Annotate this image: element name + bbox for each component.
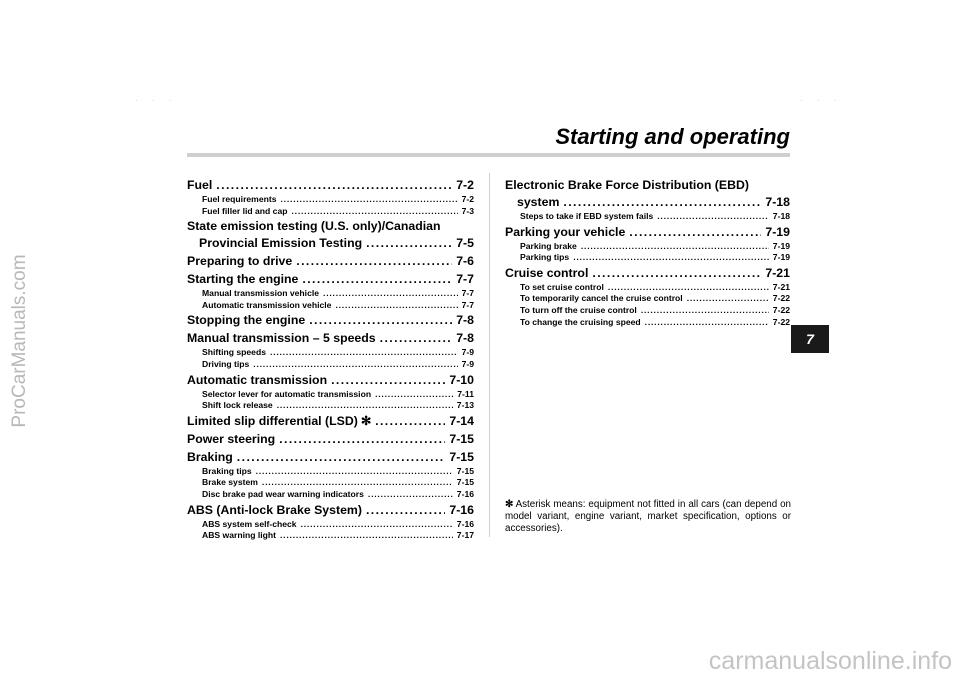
- toc-entry-heading[interactable]: [187, 312, 474, 329]
- toc-entry-subheading[interactable]: [187, 206, 474, 218]
- toc-page-number: 7-11: [457, 388, 474, 399]
- dot-leader: [629, 224, 761, 241]
- toc-entry-heading[interactable]: [505, 265, 790, 282]
- toc-entry-label: Limited slip differential (LSD): [187, 413, 358, 428]
- toc-entry-subheading[interactable]: [505, 305, 790, 317]
- toc-page-number: 7-10: [449, 372, 474, 387]
- toc-entry-label: Braking: [187, 449, 233, 464]
- toc-entry-label: State emission testing (U.S. only)/Canadian: [187, 219, 441, 234]
- toc-entry-label: Braking tips: [202, 465, 252, 476]
- dot-leader: [301, 519, 453, 531]
- toc-entry-heading[interactable]: [187, 330, 474, 347]
- toc-page-number: 7-22: [772, 316, 790, 327]
- toc-page-number: 7-2: [461, 194, 474, 204]
- toc-entry-label: To turn off the cruise control: [520, 304, 637, 315]
- dot-leader: [581, 241, 769, 253]
- chapter-tab[interactable]: 7: [791, 325, 829, 353]
- toc-entry-label: Preparing to drive: [187, 254, 293, 269]
- toc-page-number: 7-15: [449, 431, 474, 446]
- dot-leader: [368, 489, 453, 501]
- toc-entry-subheading[interactable]: [187, 194, 474, 206]
- toc-entry-subheading[interactable]: [505, 282, 790, 294]
- toc-entry-subheading[interactable]: [187, 389, 474, 401]
- toc-page-number: 7-13: [456, 400, 474, 411]
- column-divider: [489, 173, 490, 537]
- toc-entry-label: To temporarily cancel the cruise control: [520, 293, 683, 304]
- toc-entry-subheading[interactable]: [187, 359, 474, 371]
- toc-entry-subheading[interactable]: [187, 466, 474, 478]
- dot-leader: [573, 252, 769, 264]
- toc-entry-subheading[interactable]: [187, 347, 474, 359]
- toc-entry-heading[interactable]: [505, 177, 790, 194]
- dot-leader: [309, 312, 452, 329]
- section-title: Starting and operating: [555, 124, 790, 149]
- toc-entry-label: Parking tips: [520, 252, 570, 263]
- toc-entry-label: Shifting speeds: [202, 347, 266, 358]
- toc-entry-subheading[interactable]: [187, 288, 474, 300]
- crop-mark-right: · · ·: [800, 96, 843, 105]
- toc-page-number: 7-18: [765, 195, 790, 209]
- toc-page-number: 7-19: [772, 240, 790, 251]
- toc-page-number: 7-22: [772, 304, 790, 315]
- crop-mark-left: · · ·: [135, 96, 178, 105]
- toc-page-number: 7-17: [456, 530, 474, 541]
- toc-entry-label: Automatic transmission: [187, 372, 328, 387]
- toc-page-number: 7-9: [461, 358, 474, 369]
- toc-entry-label: Fuel: [187, 178, 213, 192]
- toc-page-number: 7-8: [456, 331, 474, 346]
- toc-page-number: 7-19: [765, 224, 790, 239]
- dot-leader: [277, 400, 453, 412]
- toc-entry-heading[interactable]: [505, 224, 790, 241]
- toc-entry-label: Automatic transmission vehicle: [202, 299, 332, 310]
- dot-leader: [270, 347, 458, 359]
- toc-page-number: 7-18: [772, 211, 790, 221]
- toc-entry-label: Manual transmission vehicle: [202, 288, 320, 299]
- dot-leader: [256, 466, 453, 478]
- dot-leader: [331, 372, 445, 389]
- toc-entry-label: Brake system: [202, 477, 258, 488]
- toc-page-number: 7-16: [456, 488, 474, 499]
- toc-entry-label-continued: system: [517, 195, 560, 209]
- dot-leader: [237, 449, 446, 466]
- toc-entry-label: ABS system self-check: [202, 518, 297, 529]
- asterisk-icon: ✻: [360, 413, 372, 428]
- toc-entry-label: Parking brake: [520, 240, 577, 251]
- toc-entry-label: Selector lever for automatic transmission: [202, 388, 372, 399]
- toc-entry-label: Electronic Brake Force Distribution (EBD): [505, 178, 749, 192]
- dot-leader: [262, 477, 453, 489]
- toc-entry-heading[interactable]: [187, 449, 474, 466]
- toc-entry-heading[interactable]: [187, 218, 474, 235]
- dot-leader: [380, 330, 453, 347]
- dot-leader: [366, 502, 445, 519]
- toc-entry-label: Power steering: [187, 431, 276, 446]
- toc-entry-label-continued: Provincial Emission Testing: [199, 236, 363, 251]
- toc-page-number: 7-15: [456, 477, 474, 488]
- bottom-watermark: carmanualsonline.info: [708, 647, 952, 675]
- toc-left-column: [187, 176, 474, 542]
- toc-entry-heading[interactable]: [187, 431, 474, 448]
- toc-page-number: 7-7: [461, 288, 474, 299]
- dot-leader: [366, 235, 452, 252]
- toc-entry-subheading[interactable]: [505, 252, 790, 264]
- toc-entry-label: Steps to take if EBD system fails: [520, 211, 654, 221]
- toc-entry-subheading[interactable]: [187, 477, 474, 489]
- asterisk-note-text: Asterisk means: equipment not fitted in all cars (can depend on model variant, engine variant, market specification, options or accessories).: [505, 499, 791, 534]
- toc-entry-label: Starting the engine: [187, 272, 299, 287]
- dot-leader: [291, 206, 457, 218]
- toc-entry-label: Cruise control: [505, 265, 589, 280]
- toc-entry-heading[interactable]: [187, 413, 474, 430]
- asterisk-icon: ✻: [505, 499, 514, 510]
- toc-entry-label: To change the cruising speed: [520, 316, 641, 327]
- dot-leader: [335, 300, 457, 312]
- toc-page-number: 7-21: [772, 281, 790, 292]
- toc-page-number: 7-22: [772, 293, 790, 304]
- toc-page-number: 7-6: [456, 254, 474, 269]
- dot-leader: [375, 389, 453, 401]
- dot-leader: [641, 305, 769, 317]
- dot-leader: [296, 253, 452, 270]
- toc-page-number: 7-7: [456, 272, 474, 287]
- dot-leader: [323, 288, 458, 300]
- dot-leader: [280, 530, 453, 542]
- toc-entry-subheading[interactable]: [187, 300, 474, 312]
- dot-leader: [687, 293, 769, 305]
- toc-page-number: 7-7: [461, 299, 474, 310]
- toc-page-number: 7-15: [449, 449, 474, 464]
- toc-page-number: 7-5: [456, 236, 474, 251]
- side-watermark: ProCarManuals.com: [9, 254, 30, 428]
- toc-entry-subheading[interactable]: [187, 489, 474, 501]
- toc-page-number: 7-9: [461, 347, 474, 358]
- toc-page-number: 7-16: [456, 518, 474, 529]
- header-rule: [187, 153, 790, 157]
- toc-entry-label: Fuel requirements: [202, 194, 277, 204]
- dot-leader: [608, 282, 769, 294]
- toc-entry-label: Shift lock release: [202, 400, 273, 411]
- toc-entry-subheading[interactable]: [187, 400, 474, 412]
- toc-page-number: 7-8: [456, 313, 474, 328]
- dot-leader: [657, 211, 769, 223]
- dot-leader: [375, 413, 445, 430]
- toc-entry-label: ABS warning light: [202, 530, 276, 541]
- toc-entry-heading-continued[interactable]: [505, 194, 790, 211]
- toc-page-number: 7-15: [456, 465, 474, 476]
- toc-entry-label: Parking your vehicle: [505, 224, 626, 239]
- dot-leader: [645, 317, 769, 329]
- toc-entry-label: Disc brake pad wear warning indicators: [202, 488, 364, 499]
- toc-page-number: 7-19: [772, 252, 790, 263]
- toc-entry-label: Driving tips: [202, 358, 250, 369]
- toc-entry-subheading[interactable]: [187, 530, 474, 542]
- dot-leader: [253, 359, 457, 371]
- dot-leader: [563, 194, 761, 211]
- dot-leader: [302, 271, 452, 288]
- toc-entry-subheading[interactable]: [505, 211, 790, 223]
- toc-entry-subheading[interactable]: [187, 519, 474, 531]
- dot-leader: [279, 431, 445, 448]
- dot-leader: [281, 194, 458, 206]
- toc-entry-label: Manual transmission – 5 speeds: [187, 331, 376, 346]
- toc-page-number: 7-16: [449, 502, 474, 517]
- toc-entry-label: ABS (Anti-lock Brake System): [187, 502, 362, 517]
- toc-entry-heading[interactable]: [187, 253, 474, 270]
- toc-entry-subheading[interactable]: [505, 241, 790, 253]
- toc-page-number: 7-3: [461, 205, 474, 216]
- toc-entry-heading[interactable]: [187, 177, 474, 194]
- toc-entry-heading[interactable]: [187, 271, 474, 288]
- toc-entry-subheading[interactable]: [505, 293, 790, 305]
- toc-entry-label: Fuel filler lid and cap: [202, 205, 288, 216]
- toc-page-number: 7-21: [765, 265, 790, 280]
- toc-entry-label: Stopping the engine: [187, 313, 306, 328]
- toc-entry-heading[interactable]: [187, 372, 474, 389]
- toc-page-number: 7-14: [449, 413, 474, 428]
- asterisk-note: [505, 499, 791, 535]
- dot-leader: [592, 265, 761, 282]
- toc-entry-label: To set cruise control: [520, 281, 604, 292]
- dot-leader: [216, 177, 452, 194]
- toc-entry-heading-continued[interactable]: [187, 235, 474, 252]
- toc-entry-subheading[interactable]: [505, 317, 790, 329]
- toc-right-column: [505, 176, 790, 328]
- toc-entry-heading[interactable]: [187, 502, 474, 519]
- toc-page-number: 7-2: [456, 178, 474, 192]
